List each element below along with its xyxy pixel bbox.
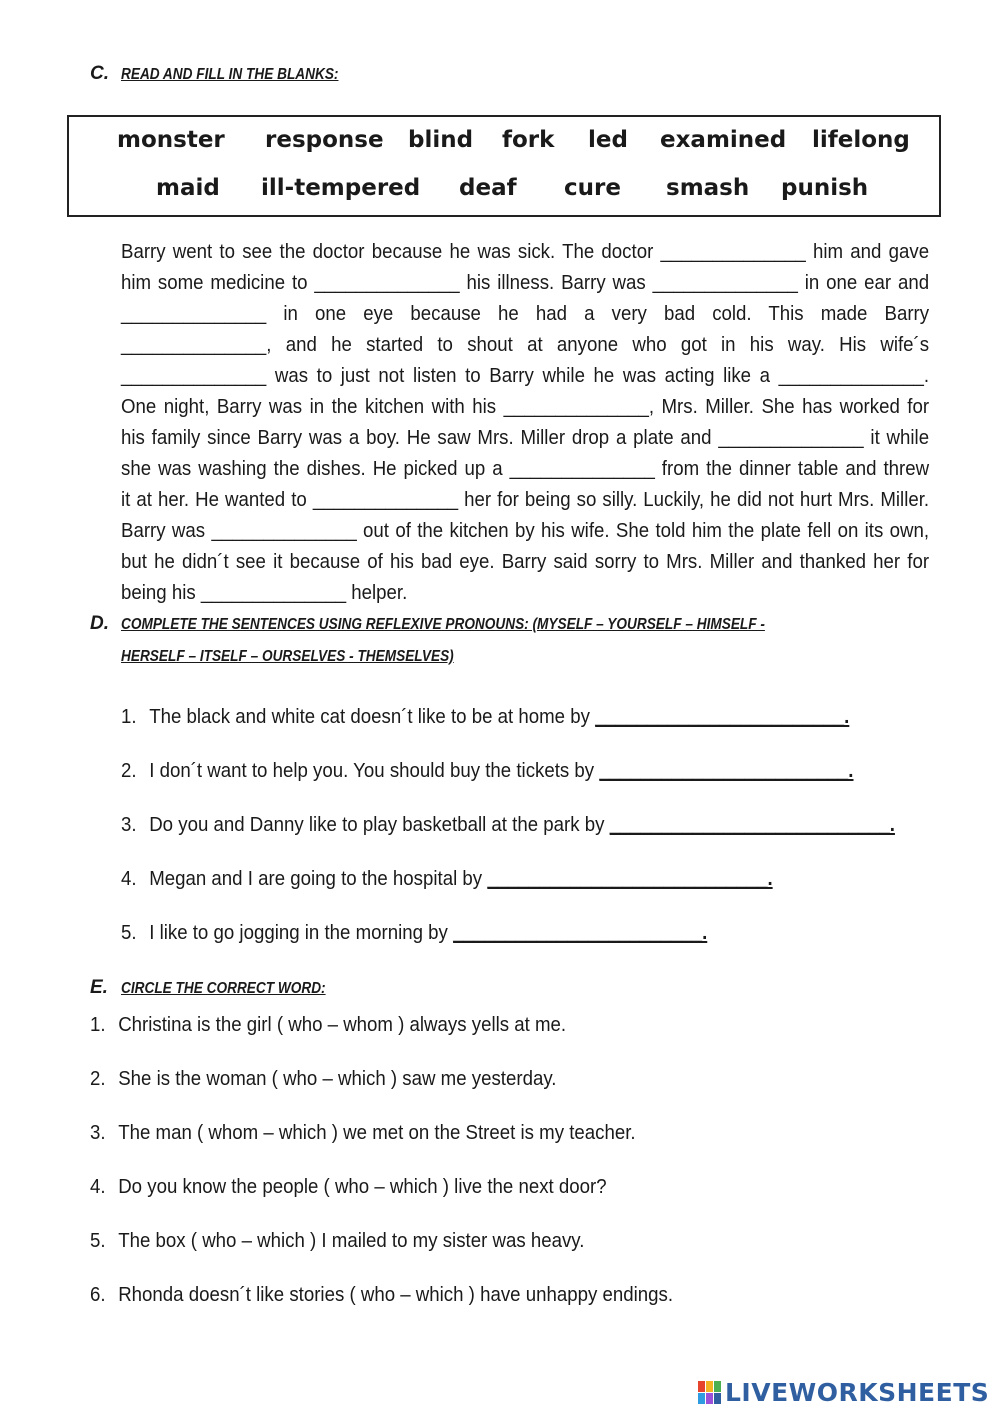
section-c-heading [90,63,368,85]
section-d-title-line1: COMPLETE THE SENTENCES USING REFLEXIVE PRONOUNS: (MYSELF – YOURSELF – HIMSELF - [121,616,765,633]
paragraph-line: but he didn´t see it because of his bad eye. Barry said sorry to Mrs. Miller and thanked her for [121,550,930,573]
word-bank-word: examined [660,127,787,153]
item-number: 4. [90,1175,106,1198]
item-number: 2. [121,759,137,782]
item-number: 1. [90,1013,106,1036]
item-number: 1. [121,705,137,728]
circle-word-item [90,1013,566,1037]
paragraph-line: him some medicine to ______________ his illness. Barry was ______________ in one ear and [121,271,930,294]
paragraph-line: ______________ was to just not listen to Barry while he was acting like a ______________. [121,364,930,387]
liveworksheets-brand[interactable] [698,1378,989,1407]
item-number: 3. [90,1121,106,1144]
word-bank-word: ill-tempered [261,175,421,201]
item-text[interactable]: The man ( whom – which ) we met on the Street is my teacher. [118,1121,636,1144]
fill-in-paragraph [121,236,929,608]
word-bank-word: led [588,127,628,153]
brand-name: LIVEWORKSHEETS [725,1378,990,1407]
section-d-heading [90,613,853,635]
item-text[interactable]: Rhonda doesn´t like stories ( who – which ) have unhappy endings. [118,1283,674,1306]
paragraph-line: she was washing the dishes. He picked up a ______________ from the dinner table and threw [121,457,930,480]
answer-blank[interactable]: ___________________________. [609,813,895,836]
paragraph-line: One night, Barry was in the kitchen with his ______________, Mrs. Miller. She has worked for [121,395,930,418]
section-d-heading-cont [121,648,499,666]
circle-word-item [90,1283,673,1307]
reflexive-item [121,867,773,891]
liveworksheets-logo-icon [698,1381,722,1405]
section-c-title: READ AND FILL IN THE BLANKS: [121,66,339,83]
item-text[interactable]: She is the woman ( who – which ) saw me yesterday. [118,1067,557,1090]
item-text: I like to go jogging in the morning by [149,921,454,944]
answer-blank[interactable]: ________________________. [599,759,854,782]
reflexive-item [121,921,707,945]
word-bank-word: smash [666,175,750,201]
paragraph-line: ______________ in one eye because he had a very bad cold. This made Barry [121,302,930,325]
item-number: 5. [90,1229,106,1252]
paragraph-line: ______________, and he started to shout at anyone who got in his way. His wife´s [121,333,930,356]
paragraph-line: Barry was ______________ out of the kitchen by his wife. She told him the plate fell on its own, [121,519,930,542]
reflexive-item [121,759,853,783]
circle-word-item [90,1229,584,1253]
item-number: 3. [121,813,137,836]
section-d-title-line2: HERSELF – ITSELF – OURSELVES - THEMSELVES) [121,648,454,665]
section-e-title: CIRCLE THE CORRECT WORD: [121,980,326,997]
circle-word-item [90,1067,556,1091]
item-number: 5. [121,921,137,944]
word-bank [67,115,941,217]
circle-word-item [90,1175,607,1199]
word-bank-word: punish [781,175,869,201]
answer-blank[interactable]: ___________________________. [487,867,773,890]
item-text: Do you and Danny like to play basketball at the park by [149,813,610,836]
section-e-heading [90,977,354,999]
item-number: 2. [90,1067,106,1090]
item-text: Megan and I are going to the hospital by [149,867,488,890]
item-text[interactable]: The box ( who – which ) I mailed to my sister was heavy. [118,1229,585,1252]
word-bank-word: cure [564,175,621,201]
circle-word-item [90,1121,636,1145]
section-c-letter: C. [90,63,109,84]
item-number: 6. [90,1283,106,1306]
word-bank-word: monster [117,127,225,153]
section-d-letter: D. [90,613,109,634]
paragraph-line: it at her. He wanted to ______________ her for being so silly. Luckily, he did not hurt Mrs. Miller. [121,488,930,511]
word-bank-word: blind [408,127,474,153]
reflexive-item [121,813,895,837]
word-bank-word: maid [156,175,220,201]
paragraph-line: his family since Barry was a boy. He saw Mrs. Miller drop a plate and ______________ it while [121,426,930,449]
word-bank-word: fork [502,127,555,153]
answer-blank[interactable]: ________________________. [453,921,708,944]
reflexive-item [121,705,849,729]
answer-blank[interactable]: ________________________. [595,705,850,728]
item-number: 4. [121,867,137,890]
item-text[interactable]: Do you know the people ( who – which ) live the next door? [118,1175,607,1198]
item-text[interactable]: Christina is the girl ( who – whom ) always yells at me. [118,1013,567,1036]
item-text: I don´t want to help you. You should buy the tickets by [149,759,600,782]
section-e-letter: E. [90,977,108,998]
word-bank-word: deaf [459,175,517,201]
paragraph-line: Barry went to see the doctor because he was sick. The doctor ______________ him and gave [121,240,930,263]
word-bank-word: response [265,127,384,153]
word-bank-word: lifelong [812,127,910,153]
item-text: The black and white cat doesn´t like to be at home by [149,705,596,728]
paragraph-line: being his ______________ helper. [121,581,408,604]
